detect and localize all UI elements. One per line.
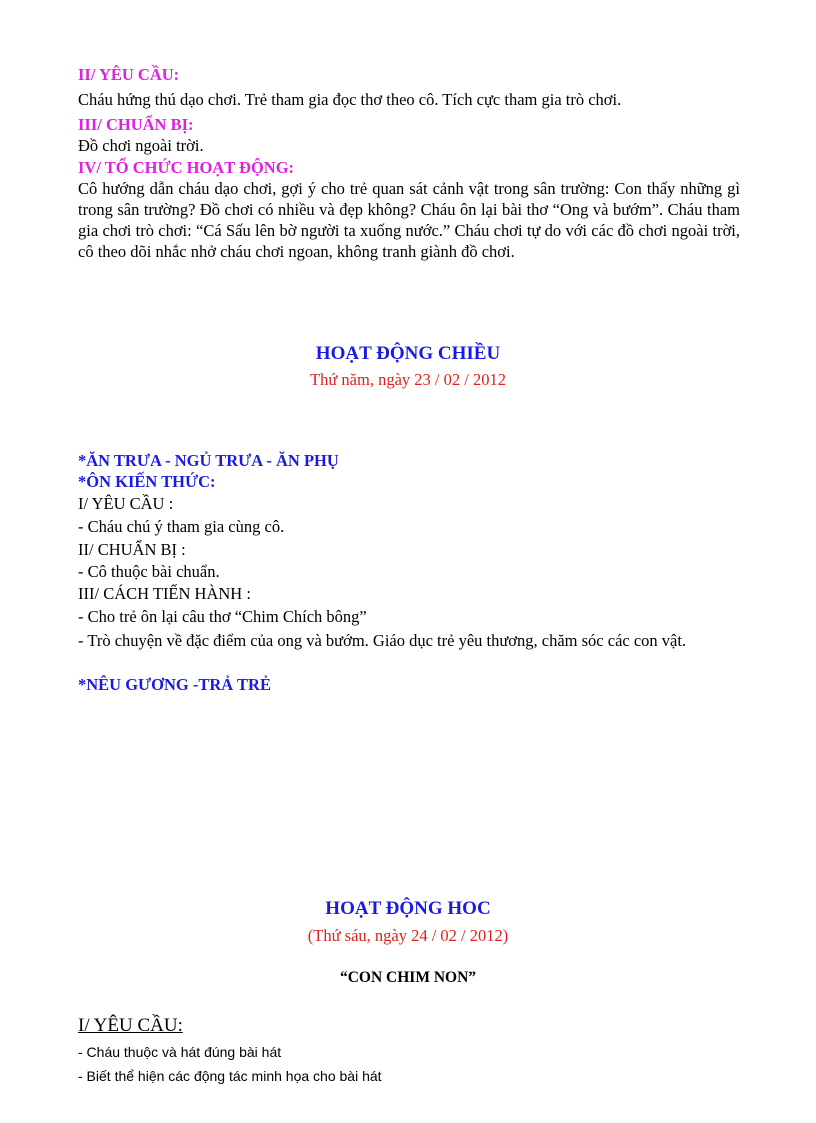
preparation-text: Đồ chơi ngoài trời. (78, 136, 204, 155)
lesson-date: (Thứ sáu, ngày 24 / 02 / 2012) (307, 926, 509, 945)
review-preparation-item: - Cô thuộc bài chuẩn. (78, 562, 220, 581)
review-preparation-heading: II/ CHUẨN BỊ : (78, 540, 186, 559)
heading-activities: IV/ TỔ CHỨC HOẠT ĐỘNG: (78, 158, 295, 177)
heading-requirements: II/ YÊU CẦU: (78, 65, 180, 84)
lesson-title: HOẠT ĐỘNG HOC (325, 898, 491, 919)
heading-preparation: III/ CHUẨN BỊ: (78, 115, 194, 134)
song-title: “CON CHIM NON” (339, 969, 477, 986)
review-requirements-heading: I/ YÊU CẦU : (78, 494, 174, 513)
lesson-requirement-1: - Cháu thuộc và hát đúng bài hát (78, 1044, 282, 1060)
lesson-requirements-heading: I/ YÊU CẦU: (78, 1015, 183, 1036)
review-procedure-heading: III/ CÁCH TIẾN HÀNH : (78, 584, 251, 603)
review-procedure-item-2: - Trò chuyện về đặc điểm của ong và bướm. Giáo dục trẻ yêu thương, chăm sóc các con vật. (78, 631, 687, 650)
requirements-text: Cháu hứng thú dạo chơi. Trẻ tham gia đọc thơ theo cô. Tích cực tham gia trò chơi. (78, 90, 622, 109)
review-procedure-item-1: - Cho trẻ ôn lại câu thơ “Chim Chích bông” (78, 607, 367, 626)
review-heading: *ÔN KIẾN THỨC: (78, 472, 216, 491)
afternoon-title: HOẠT ĐỘNG CHIỀU (315, 343, 501, 364)
review-requirements-item: - Cháu chú ý tham gia cùng cô. (78, 517, 285, 536)
meal-heading: *ĂN TRƯA - NGỦ TRƯA - ĂN PHỤ (78, 451, 339, 470)
closing-heading: *NÊU GƯƠNG -TRẢ TRẺ (78, 675, 271, 694)
lesson-requirement-2: - Biết thể hiện các động tác minh họa cho bài hát (78, 1068, 382, 1084)
activities-paragraph: Cô hướng dẫn cháu dạo chơi, gợi ý cho trẻ quan sát cảnh vật trong sân trường: Con thấy những gì trong sân trường? Đồ chơi có nhiều và đẹp không? Cháu ôn lại bài thơ “Ong và bướm”. Cháu tham gia chơi trò chơi: “Cá Sấu lên bờ người ta xuống nước.” Cháu chơi tự do với các đồ chơi ngoài trời, cô theo dõi nhắc nhở cháu chơi ngoan, không tranh giành đồ chơi. (78, 179, 740, 261)
afternoon-date: Thứ năm, ngày 23 / 02 / 2012 (310, 370, 506, 389)
